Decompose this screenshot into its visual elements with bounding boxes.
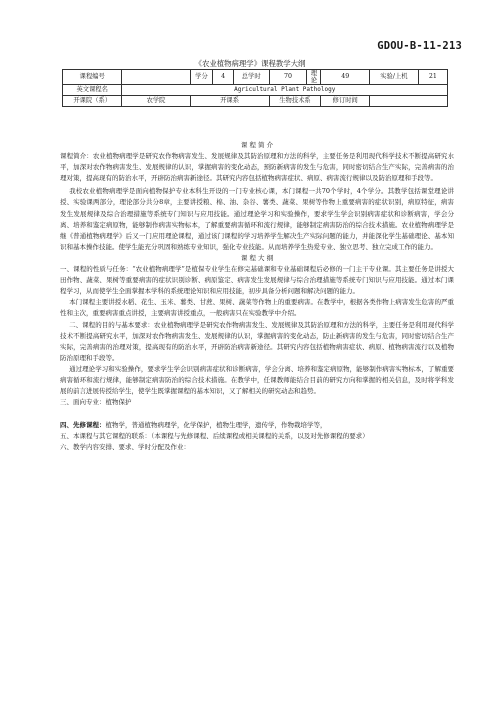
credit-value: 4 xyxy=(213,70,234,85)
course-info-row-3 xyxy=(63,96,448,107)
outline-section-2: 二、课程的目的与基本要求：农业植物病理学是研究农作物病害发生、发展规律及其防治原理和方法的科学，主要任务是利用现代科学技术不断提高研究水平，加深对农作物病害发生、发展规律的认识，掌握病害的变化动态，防止新病害的发生与危害，同时密切结合生产实际，完善病害的治理对策，提高现有的防治水平，开辟防治病害新途径。其研究内容包括植物病害症状、病原、植物病害流行以及植物防治原理和手段等。 xyxy=(60,320,454,362)
department-value: 生物技术系 xyxy=(269,96,321,107)
course-info-row-1 xyxy=(63,70,448,85)
intro-paragraph-1: 课程简介：农业植物病理学是研究农作物病害发生、发展规律及其防治原理和方法的科学，主要任务是利用现代科学技术不断提高研究水平，加深对农作物病害发生、发展规律的认识，掌握病害的变化动态，预防新病害的发生与危害，同时密切结合生产实际，完善病害的治理对策，提高现有的防治水平，开辟防治病害新途径。其研究内容包括植物病害症状、病原、病害流行规律以及防治原理和手段等。 xyxy=(60,152,454,183)
revision-time-value xyxy=(370,96,448,107)
course-info-table xyxy=(62,69,448,107)
outline-section-1: 一、课程的性质与任务：“农业植物病理学”是植保专业学生在修完基础课和专业基础课程后必修的一门主干专业课。其主要任务是讲授大田作物、蔬菜、果树等重要病害的症状识别诊断、病原鉴定、病害发生发展规律与综合治理措施等系统专门知识与应用技能。通过本门课程学习，从而使学生全面掌握本学科的系统理论知识和应用技能，初步具备分析问题和解决问题的能力。 xyxy=(60,265,454,296)
lab-hours-label: 实验/上机 xyxy=(370,70,419,85)
english-name-label: 英文课程名 xyxy=(63,85,122,96)
theory-hours-value: 49 xyxy=(321,70,370,85)
outline-section-2-paragraph-2: 通过理论学习和实验操作，要求学生学会识别病害症状和诊断病害，学会分离、培养和鉴定病原物，能够制作病害实物标本，了解重要病害循环和流行规律，能够制定病害防治的综合技术措施。在教学中，任课教师能结合目前的研究方向和掌握的相关信息，及时将学科发展的前言进展传授给学生，使学生既掌握课程的基本知识，又了解相关的研究动态和趋势。 xyxy=(60,364,454,396)
credit-label: 学分 xyxy=(190,70,213,85)
intro-paragraph-2: 我校农业植物病理学是面向植物保护专业本科生开设的一门专业核心课，本门课程一共70个学时，4个学分。其教学包括课堂理论讲授、实验课两部分，理论部分共分8章，主要讲授粮、棉、油、杂谷、薯类、蔬菜、果树等作物上重要病害的症状识别，病原特征，病害发生发展规律及综合治理措施等系统专门知识与应用技能。通过理论学习和实验操作，要求学生学会识别病害症状和诊断病害，学会分离、培养和鉴定病原物，能够制作病害实物标本，了解重要病害循环和流行规律，能够制定病害防治的综合技术措施。农业植物病理学是继《普通植物病理学》后又一门应用理论课程，通过该门课程的学习培养学生解决生产实际问题的能力，并能深化学生基础理论、基本知识和基本操作技能。使学生能充分巩固和熟练专业知识，强化专业技能。从而培养学生热爱专业、独立思考、独立完成工作的能力。 xyxy=(60,187,454,251)
lab-hours-value: 21 xyxy=(418,70,447,85)
course-info-row-2 xyxy=(63,85,448,96)
prerequisite-text: 植物学，普通植物病理学，化学保护，植物生理学，遗传学，作物栽培学等， xyxy=(105,421,327,430)
total-hours-value: 70 xyxy=(269,70,307,85)
document-code: GDOU-B-11-213 xyxy=(377,40,462,52)
college-label: 开课院（系） xyxy=(63,96,122,107)
outline-section-3: 三、面向专业：植物保护 xyxy=(60,398,132,407)
theory-hours-label: 理论 xyxy=(307,70,321,85)
course-code-value xyxy=(122,70,190,85)
intro-heading: 课 程 简 介 xyxy=(240,141,274,149)
outline-section-5: 五、本课程与其它课程的联系：（本课程与先修课程、后续课程或相关课程的关系，以及对先修课程的要求） xyxy=(60,432,369,441)
syllabus-title: 《农业植物病理学》课程教学大纲 xyxy=(194,59,306,68)
outline-section-4 xyxy=(60,420,454,431)
syllabus-body xyxy=(60,140,454,454)
course-code-label: 课程编号 xyxy=(63,70,122,85)
outline-heading: 课 程 大 纲 xyxy=(240,253,274,262)
college-value: 农学院 xyxy=(122,96,190,107)
prerequisite-label: 四、先修课程： xyxy=(60,421,106,430)
english-name-value: Agricultural Plant Pathology xyxy=(122,85,448,96)
revision-time-label: 修订时间 xyxy=(321,96,370,107)
department-label: 开课系 xyxy=(190,96,269,107)
outline-section-1-paragraph-2: 本门课程主要讲授水稻、花生、玉米、薯类、甘蔗、果树、蔬菜等作物上的重要病害。在教学中，根据各类作物上病害发生危害的严重性和主次，重要病害重点讲授，主要病害讲授重点，一般病害只在实验教学中介绍。 xyxy=(60,298,454,318)
outline-section-6: 六、教学内容安排、要求、学时分配及作业： xyxy=(60,443,190,452)
total-hours-label: 总学时 xyxy=(233,70,269,85)
